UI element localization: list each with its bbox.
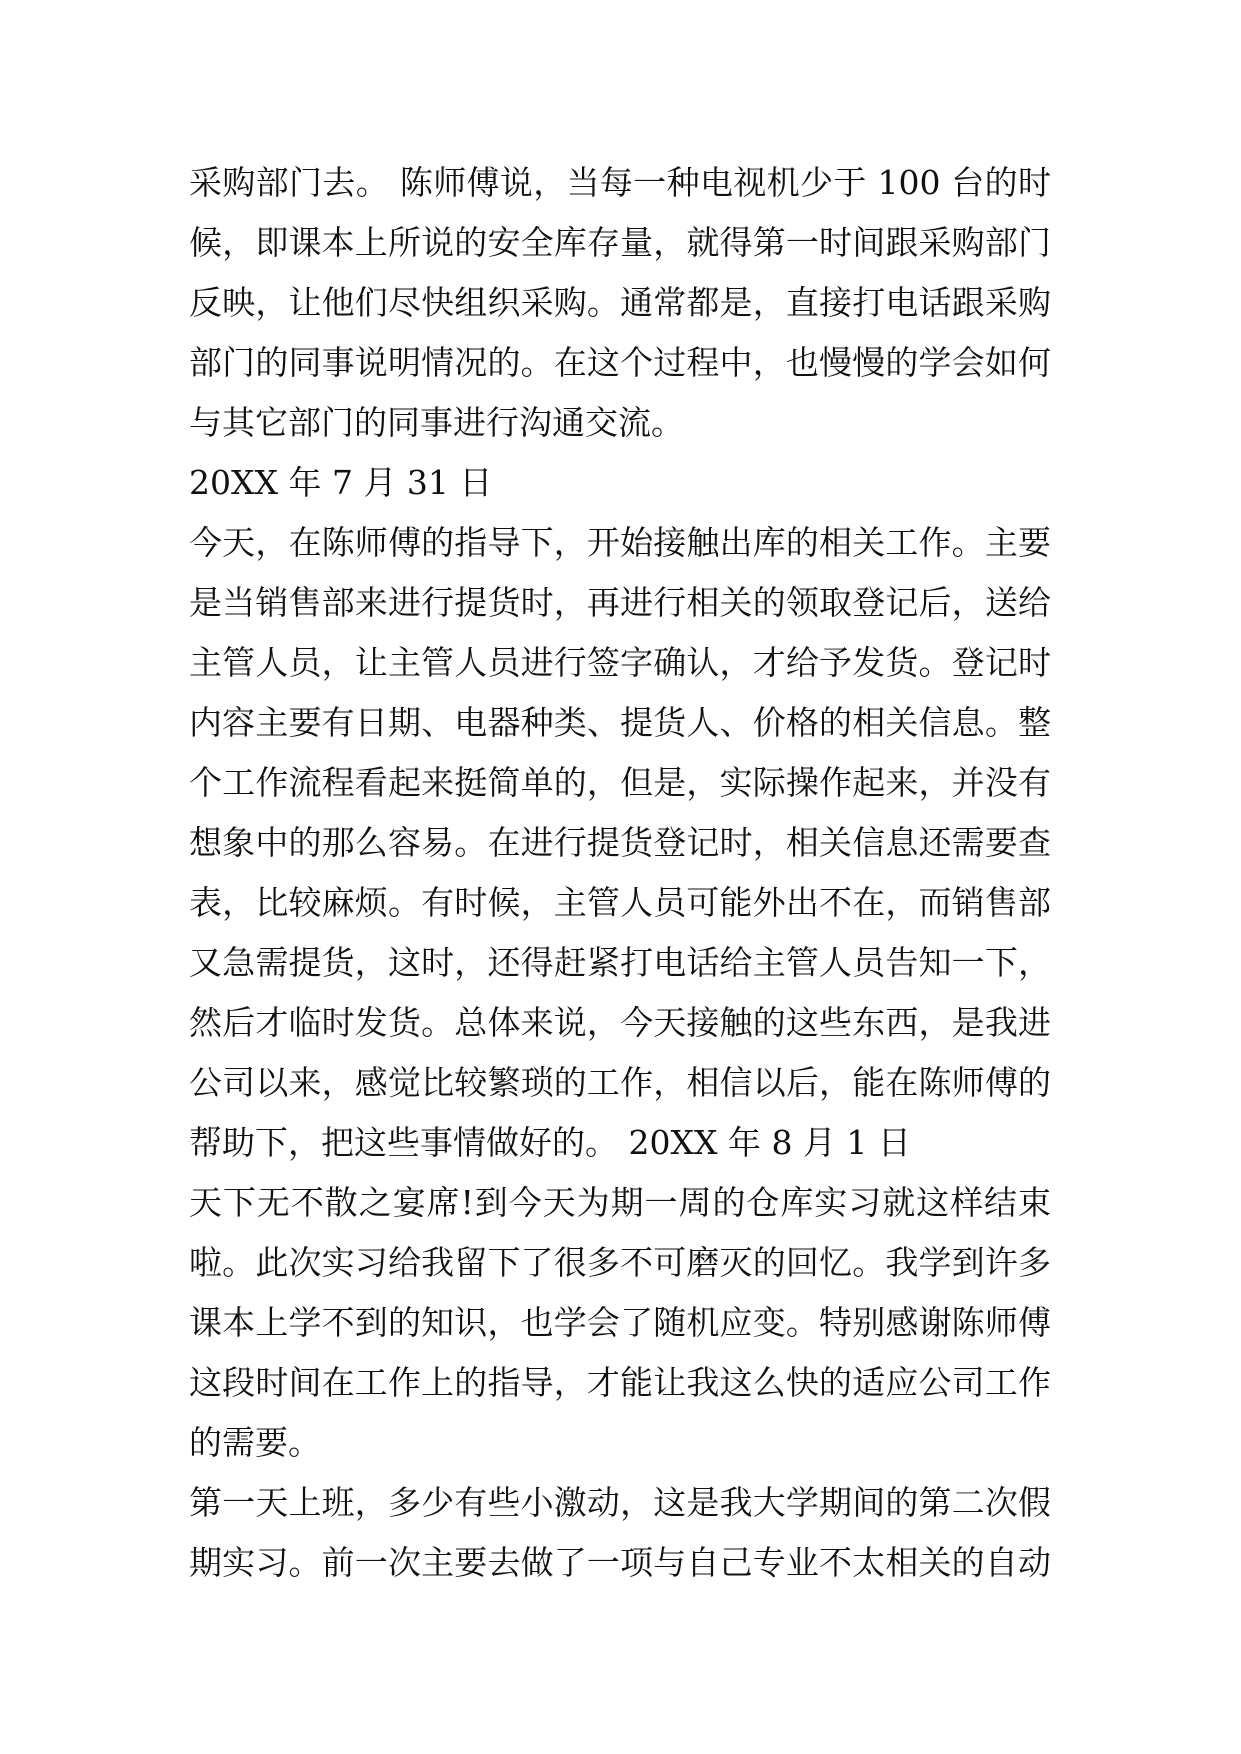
text-line: 内容主要有日期、电器种类、提货人、价格的相关信息。整	[189, 703, 1051, 742]
date-heading: 20XX 年 7 月 31 日	[189, 463, 493, 502]
text-line: 主管人员，让主管人员进行签字确认，才给予发货。登记时	[189, 643, 1051, 682]
text-line: 期实习。前一次主要去做了一项与自己专业不太相关的自动	[189, 1543, 1051, 1582]
text-line: 课本上学不到的知识，也学会了随机应变。特别感谢陈师傅	[189, 1303, 1051, 1342]
text-line: 想象中的那么容易。在进行提货登记时，相关信息还需要查	[189, 823, 1051, 862]
text-line: 然后才临时发货。总体来说，今天接触的这些东西，是我进	[189, 1003, 1051, 1042]
text-line: 个工作流程看起来挺简单的，但是，实际操作起来，并没有	[189, 763, 1051, 802]
text-line: 表，比较麻烦。有时候，主管人员可能外出不在，而销售部	[189, 883, 1051, 922]
text-line: 采购部门去。 陈师傅说，当每一种电视机少于 100 台的时	[189, 163, 1051, 202]
text-line: 候，即课本上所说的安全库存量，就得第一时间跟采购部门	[189, 223, 1051, 262]
text-line: 今天，在陈师傅的指导下，开始接触出库的相关工作。主要	[189, 523, 1051, 562]
text-line: 第一天上班，多少有些小激动，这是我大学期间的第二次假	[189, 1483, 1051, 1522]
text-line: 与其它部门的同事进行沟通交流。	[189, 403, 684, 442]
text-line: 帮助下，把这些事情做好的。 20XX 年 8 月 1 日	[189, 1123, 911, 1162]
text-line: 的需要。	[189, 1423, 321, 1462]
text-line: 这段时间在工作上的指导，才能让我这么快的适应公司工作	[189, 1363, 1051, 1402]
text-line: 部门的同事说明情况的。在这个过程中，也慢慢的学会如何	[189, 343, 1051, 382]
text-line: 反映，让他们尽快组织采购。通常都是，直接打电话跟采购	[189, 283, 1051, 322]
text-line: 啦。此次实习给我留下了很多不可磨灭的回忆。我学到许多	[189, 1243, 1051, 1282]
text-line: 又急需提货，这时，还得赶紧打电话给主管人员告知一下，	[189, 943, 1051, 982]
text-line: 公司以来，感觉比较繁琐的工作，相信以后，能在陈师傅的	[189, 1063, 1051, 1102]
text-line: 天下无不散之宴席!到今天为期一周的仓库实习就这样结束	[189, 1183, 1051, 1222]
text-line: 是当销售部来进行提货时，再进行相关的领取登记后，送给	[189, 583, 1051, 622]
